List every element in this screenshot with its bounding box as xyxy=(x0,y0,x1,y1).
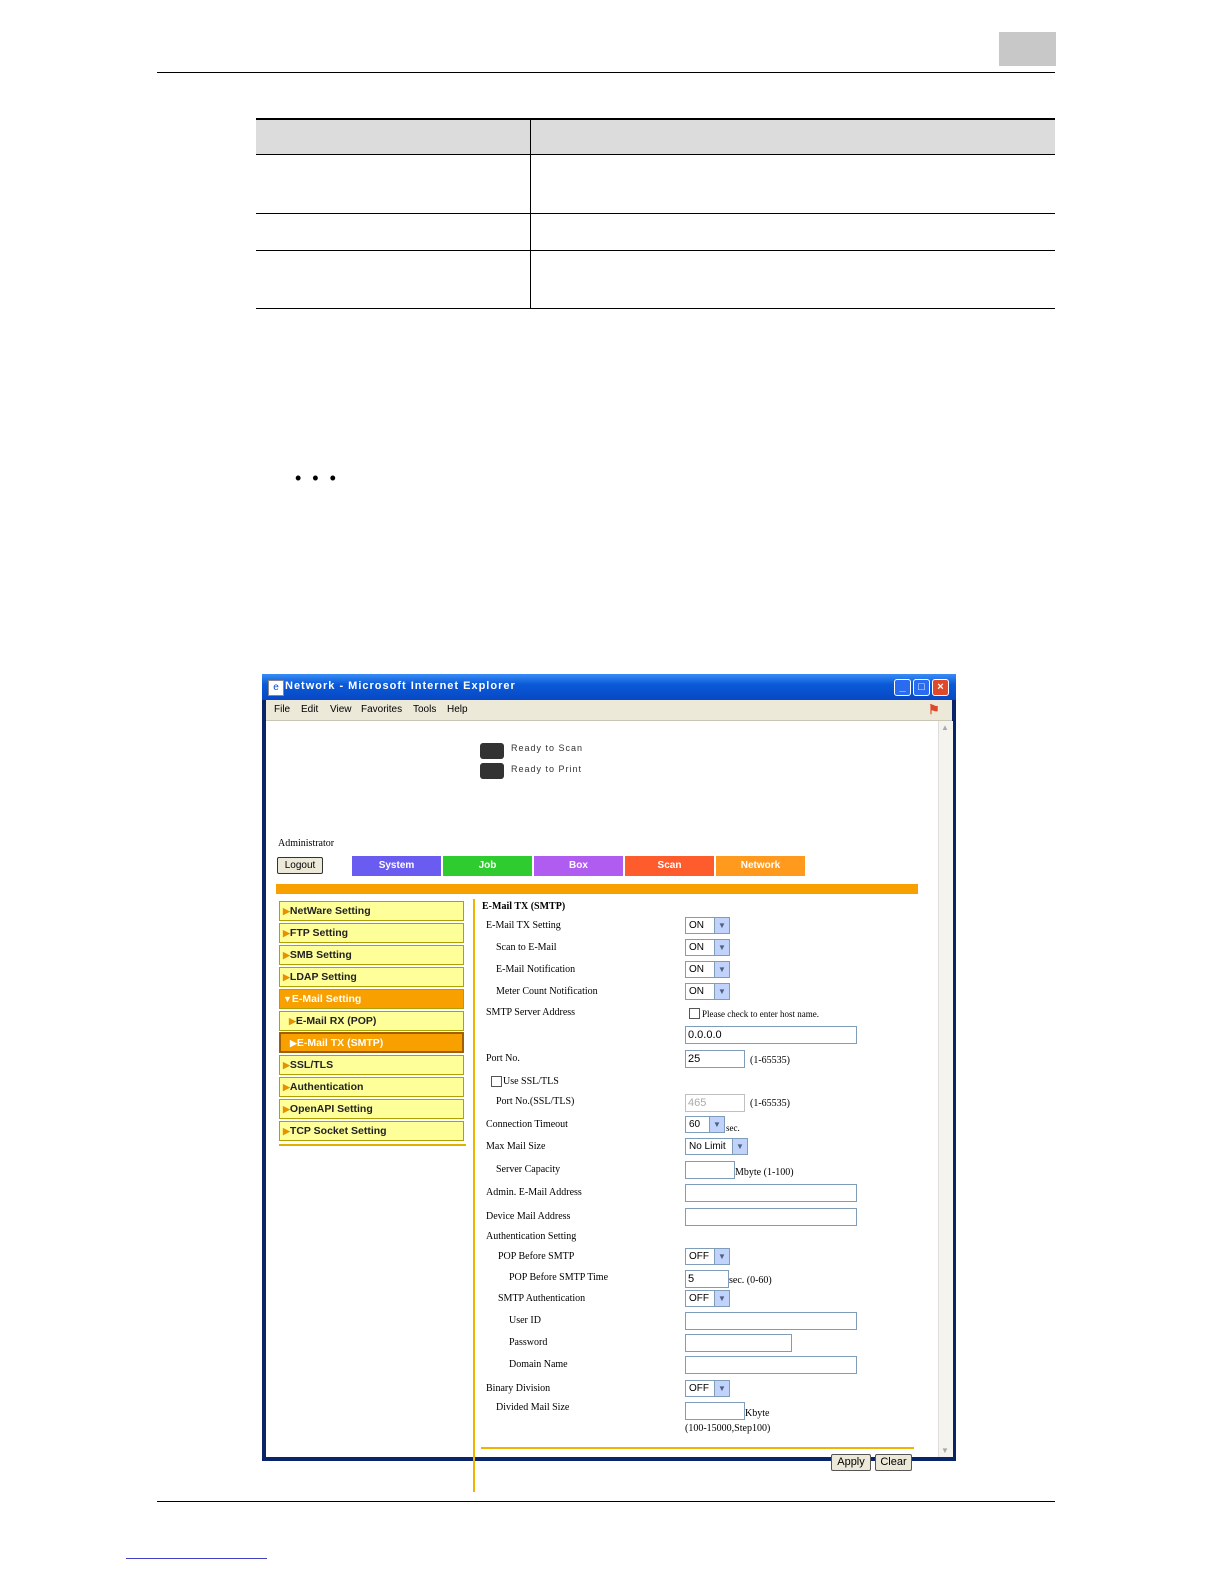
user-id-input[interactable] xyxy=(685,1312,857,1330)
label-port-ssl: Port No.(SSL/TLS) xyxy=(496,1096,575,1107)
divided-size-input[interactable] xyxy=(685,1402,745,1420)
page-tab-marker xyxy=(999,32,1056,66)
scroll-down-icon[interactable]: ▼ xyxy=(941,1446,949,1455)
scroll-up-icon[interactable]: ▲ xyxy=(941,723,949,732)
form-title: E-Mail TX (SMTP) xyxy=(482,901,566,912)
arrow-right-icon: ▶ xyxy=(290,1038,297,1048)
nav-openapi[interactable] xyxy=(279,1099,464,1119)
chevron-down-icon: ▼ xyxy=(714,1249,729,1264)
arrow-right-icon: ▶ xyxy=(283,1060,290,1070)
clear-button[interactable]: Clear xyxy=(875,1454,912,1471)
binary-div-select[interactable] xyxy=(685,1380,730,1397)
label-divided-size: Divided Mail Size xyxy=(496,1402,570,1413)
tab-network[interactable]: Network xyxy=(716,856,806,876)
domain-input[interactable] xyxy=(685,1356,857,1374)
label-binary-div: Binary Division xyxy=(486,1383,551,1394)
select-value: ON xyxy=(689,986,704,997)
arrow-right-icon: ▶ xyxy=(283,928,290,938)
label-smtp-server: SMTP Server Address xyxy=(486,1007,576,1018)
scan-status: Ready to Scan xyxy=(511,743,584,753)
scan-to-email-select[interactable] xyxy=(685,939,730,956)
select-value: No Limit xyxy=(689,1141,726,1152)
header-rule xyxy=(157,72,1055,73)
chevron-down-icon: ▼ xyxy=(714,962,729,977)
page-viewport xyxy=(266,721,938,1468)
kbyte-unit: Kbyte xyxy=(745,1408,770,1419)
nav-netware[interactable] xyxy=(279,901,464,921)
select-value: OFF xyxy=(689,1251,709,1262)
select-value: OFF xyxy=(689,1383,709,1394)
ie-icon: e xyxy=(268,680,284,696)
nav-label: FTP Setting xyxy=(289,927,349,939)
menu-bar xyxy=(266,700,952,721)
form-divider xyxy=(481,1447,914,1449)
nav-label: E-Mail Setting xyxy=(291,993,362,1005)
header-bar xyxy=(276,884,918,894)
label-password: Password xyxy=(509,1337,548,1348)
div-range-hint: (100-15000,Step100) xyxy=(685,1423,771,1434)
label-conn-timeout: Connection Timeout xyxy=(486,1119,568,1130)
table-header-row xyxy=(256,118,1055,155)
table-row-divider xyxy=(256,213,1055,214)
nav-label: NetWare Setting xyxy=(289,905,371,917)
print-status: Ready to Print xyxy=(511,764,583,774)
label-max-mail: Max Mail Size xyxy=(486,1141,546,1152)
nav-label: Authentication xyxy=(289,1081,364,1093)
meter-count-select[interactable] xyxy=(685,983,730,1000)
nav-label: TCP Socket Setting xyxy=(289,1125,387,1137)
nav-ftp[interactable] xyxy=(279,923,464,943)
chevron-down-icon: ▼ xyxy=(732,1139,747,1154)
email-notification-select[interactable] xyxy=(685,961,730,978)
tab-box[interactable]: Box xyxy=(534,856,624,876)
tab-job[interactable]: Job xyxy=(443,856,533,876)
device-mail-input[interactable] xyxy=(685,1208,857,1226)
chevron-down-icon: ▼ xyxy=(709,1117,724,1132)
mbyte-hint: Mbyte (1-100) xyxy=(735,1167,794,1178)
select-value: OFF xyxy=(689,1293,709,1304)
label-auth-setting: Authentication Setting xyxy=(486,1231,577,1242)
footer-link-underline xyxy=(126,1558,267,1559)
arrow-down-icon: ▼ xyxy=(283,994,292,1004)
pop-before-select[interactable] xyxy=(685,1248,730,1265)
arrow-right-icon: ▶ xyxy=(283,950,290,960)
arrow-right-icon: ▶ xyxy=(283,972,290,982)
max-mail-select[interactable] xyxy=(685,1138,748,1155)
smtp-auth-select[interactable] xyxy=(685,1290,730,1307)
arrow-right-icon: ▶ xyxy=(283,906,290,916)
nav-ldap[interactable] xyxy=(279,967,464,987)
menu-view[interactable]: View xyxy=(330,704,352,715)
conn-timeout-select[interactable] xyxy=(685,1116,725,1133)
nav-authentication[interactable] xyxy=(279,1077,464,1097)
nav-email-setting[interactable] xyxy=(279,989,464,1009)
menu-help[interactable]: Help xyxy=(447,704,468,715)
title-bar xyxy=(262,674,956,700)
menu-file[interactable]: File xyxy=(274,704,291,715)
empty-table xyxy=(256,118,1055,309)
use-ssl-checkbox[interactable] xyxy=(491,1076,502,1087)
minimize-icon[interactable]: _ xyxy=(894,679,911,696)
port-range-hint: (1-65535) xyxy=(750,1055,790,1066)
ellipsis: • • • xyxy=(295,468,339,488)
label-port: Port No. xyxy=(486,1053,520,1064)
arrow-right-icon: ▶ xyxy=(289,1016,296,1026)
footer-rule xyxy=(157,1501,1055,1502)
table-row-divider xyxy=(256,250,1055,251)
nav-smb[interactable] xyxy=(279,945,464,965)
label-pop-before-time: POP Before SMTP Time xyxy=(509,1272,609,1283)
server-capacity-input[interactable] xyxy=(685,1161,735,1179)
table-bottom-rule xyxy=(256,308,1055,309)
nav-label: E-Mail TX (SMTP) xyxy=(296,1037,384,1049)
admin-email-input[interactable] xyxy=(685,1184,857,1202)
window-title: Network - Microsoft Internet Explorer xyxy=(285,680,516,692)
label-use-ssl: Use SSL/TLS xyxy=(503,1076,559,1087)
label-tx-setting: E-Mail TX Setting xyxy=(486,920,561,931)
password-input[interactable] xyxy=(685,1334,792,1352)
label-admin-email: Admin. E-Mail Address xyxy=(486,1187,582,1198)
table-column-divider xyxy=(530,118,531,309)
chevron-down-icon: ▼ xyxy=(714,918,729,933)
smtp-server-input[interactable]: 0.0.0.0 xyxy=(685,1026,857,1044)
select-value: 60 xyxy=(689,1119,701,1130)
chevron-down-icon: ▼ xyxy=(714,940,729,955)
nav-ssl-tls[interactable] xyxy=(279,1055,464,1075)
select-value: ON xyxy=(689,942,704,953)
label-domain: Domain Name xyxy=(509,1359,568,1370)
scanner-icon xyxy=(480,743,504,759)
nav-email-rx[interactable] xyxy=(279,1011,464,1031)
chevron-down-icon: ▼ xyxy=(714,984,729,999)
label-user-id: User ID xyxy=(509,1315,541,1326)
tab-scan[interactable]: Scan xyxy=(625,856,715,876)
nav-tcp-socket[interactable] xyxy=(279,1121,464,1141)
nav-label: E-Mail RX (POP) xyxy=(295,1015,377,1027)
apply-button[interactable]: Apply xyxy=(831,1454,871,1471)
column-divider xyxy=(473,899,475,1492)
menu-favorites[interactable]: Favorites xyxy=(361,704,403,715)
arrow-right-icon: ▶ xyxy=(283,1126,290,1136)
label-pop-before: POP Before SMTP xyxy=(498,1251,575,1262)
windows-flag-icon: ⚑ xyxy=(928,702,940,717)
user-role: Administrator xyxy=(278,838,335,849)
pop-time-range-hint: sec. (0-60) xyxy=(729,1275,772,1286)
nav-divider xyxy=(279,1144,466,1146)
label-smtp-auth: SMTP Authentication xyxy=(498,1293,586,1304)
nav-label: SMB Setting xyxy=(289,949,352,961)
menu-edit[interactable]: Edit xyxy=(301,704,319,715)
label-scan-to-email: Scan to E-Mail xyxy=(496,942,557,953)
label-server-capacity: Server Capacity xyxy=(496,1164,561,1175)
label-device-mail: Device Mail Address xyxy=(486,1211,571,1222)
tx-setting-select[interactable] xyxy=(685,917,730,934)
port-input[interactable]: 25 xyxy=(685,1050,745,1068)
browser-window xyxy=(262,674,956,1468)
select-value: ON xyxy=(689,964,704,975)
close-icon[interactable]: × xyxy=(932,679,949,696)
nav-label: SSL/TLS xyxy=(289,1059,334,1071)
nav-label: OpenAPI Setting xyxy=(289,1103,373,1115)
chevron-down-icon: ▼ xyxy=(714,1381,729,1396)
label-meter-count: Meter Count Notification xyxy=(496,986,598,997)
maximize-icon[interactable]: □ xyxy=(913,679,930,696)
menu-tools[interactable]: Tools xyxy=(413,704,437,715)
port-ssl-input[interactable]: 465 xyxy=(685,1094,745,1112)
arrow-right-icon: ▶ xyxy=(283,1082,290,1092)
port-ssl-range-hint: (1-65535) xyxy=(750,1098,790,1109)
nav-label: LDAP Setting xyxy=(289,971,357,983)
sec-unit: sec. xyxy=(726,1123,740,1133)
arrow-right-icon: ▶ xyxy=(283,1104,290,1114)
nav-email-tx[interactable] xyxy=(279,1032,464,1053)
label-email-notification: E-Mail Notification xyxy=(496,964,576,975)
vertical-scrollbar[interactable] xyxy=(938,721,953,1457)
pop-before-time-input[interactable]: 5 xyxy=(685,1270,729,1288)
chevron-down-icon: ▼ xyxy=(714,1291,729,1306)
host-name-hint: Please check to enter host name. xyxy=(702,1009,819,1019)
host-name-checkbox[interactable] xyxy=(689,1008,700,1019)
tab-system[interactable]: System xyxy=(352,856,442,876)
printer-icon xyxy=(480,763,504,779)
select-value: ON xyxy=(689,920,704,931)
logout-button[interactable]: Logout xyxy=(277,857,323,874)
